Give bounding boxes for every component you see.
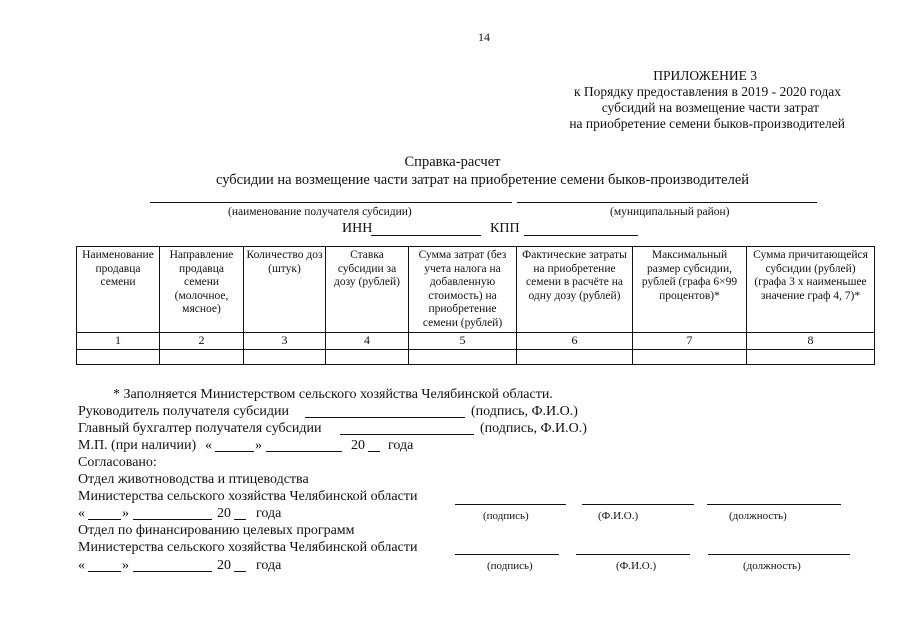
- accountant-signature-label: Главный бухгалтер получателя субсидии: [78, 421, 322, 436]
- table-empty-row: [77, 350, 875, 365]
- dept2-name: Отдел по финансированию целевых программ: [78, 523, 355, 538]
- table-header-cell: Фактические затраты на приобретение семени в расчёте на одну дозу (рублей): [517, 247, 633, 333]
- head-signature-label: Руководитель получателя субсидии: [78, 404, 290, 419]
- stamp-quote-close: »: [255, 438, 262, 453]
- appendix-line: субсидий на возмещение части затрат: [601, 100, 819, 115]
- recipient-name-caption: (наименование получателя субсидии): [228, 206, 412, 218]
- table-number-cell: 5: [409, 333, 517, 350]
- table-number-row: [77, 333, 875, 350]
- dept2-fio-line[interactable]: [576, 554, 690, 555]
- dept1-day-line[interactable]: [88, 519, 121, 520]
- dept1-position-caption: (должность): [729, 510, 787, 522]
- calculation-table: [76, 246, 875, 365]
- table-number-cell: 1: [77, 333, 160, 350]
- footnote: * Заполняется Министерством сельского хозяйства Челябинской области.: [113, 387, 553, 402]
- appendix-title: ПРИЛОЖЕНИЕ 3: [653, 68, 757, 83]
- table-cell[interactable]: [747, 350, 875, 365]
- dept2-year-line[interactable]: [234, 571, 246, 572]
- dept2-year-suffix: года: [256, 558, 282, 573]
- dept1-date-open: «: [78, 506, 85, 521]
- table-header-cell: Наименование продавца семени: [77, 247, 160, 333]
- dept1-month-line[interactable]: [133, 519, 212, 520]
- table-number-cell: 8: [747, 333, 875, 350]
- dept2-position-line[interactable]: [708, 554, 850, 555]
- dept2-day-line[interactable]: [88, 571, 121, 572]
- dept1-fio-caption: (Ф.И.О.): [598, 510, 639, 522]
- kpp-line: [524, 235, 638, 236]
- district-line: [517, 202, 817, 203]
- table-cell[interactable]: [160, 350, 244, 365]
- agreed-label: Согласовано:: [78, 455, 157, 470]
- table-number-cell: 7: [633, 333, 747, 350]
- table-cell[interactable]: [517, 350, 633, 365]
- table-cell[interactable]: [326, 350, 409, 365]
- dept2-date-close: »: [122, 558, 129, 573]
- stamp-year-line[interactable]: [368, 451, 380, 452]
- dept2-signature-line[interactable]: [455, 554, 559, 555]
- dept2-year-prefix: 20: [217, 558, 231, 573]
- table-cell[interactable]: [633, 350, 747, 365]
- inn-line: [371, 235, 481, 236]
- dept1-date-close: »: [122, 506, 129, 521]
- recipient-name-line: [150, 202, 512, 203]
- appendix-header: [505, 68, 845, 132]
- table-number-cell: 4: [326, 333, 409, 350]
- stamp-year-prefix: 20: [351, 438, 365, 453]
- dept2-fio-caption: (Ф.И.О.): [616, 560, 657, 572]
- stamp-label: М.П. (при наличии): [78, 438, 197, 453]
- stamp-month-line[interactable]: [266, 451, 342, 452]
- dept1-signature-line[interactable]: [455, 504, 566, 505]
- table-number-cell: 2: [160, 333, 244, 350]
- dept1-year-line[interactable]: [234, 519, 246, 520]
- appendix-line: к Порядку предоставления в 2019 - 2020 годах: [573, 84, 841, 99]
- doc-subtitle: субсидии на возмещение части затрат на приобретение семени быков-производителей: [215, 172, 750, 188]
- stamp-quote-open: «: [205, 438, 212, 453]
- table-cell[interactable]: [244, 350, 326, 365]
- table-header-cell: Сумма затрат (без учета налога на добавленную стоимость) на приобретение семени (рублей): [409, 247, 517, 333]
- inn-label: ИНН: [342, 221, 373, 236]
- dept1-fio-line[interactable]: [582, 504, 694, 505]
- dept2-month-line[interactable]: [133, 571, 212, 572]
- doc-title: Справка-расчет: [404, 154, 501, 170]
- accountant-signature-line[interactable]: [340, 434, 474, 435]
- table-number-cell: 6: [517, 333, 633, 350]
- table-header-cell: Сумма причитающейся субсидии (рублей) (графа 3 х наименьшее значение граф 4, 7)*: [747, 247, 875, 333]
- dept1-ministry: Министерства сельского хозяйства Челябинской области: [78, 489, 418, 504]
- table-header-cell: Максимальный размер субсидии, рублей (графа 6×99 процентов)*: [633, 247, 747, 333]
- appendix-line: на приобретение семени быков-производителей: [569, 116, 845, 131]
- district-caption: (муниципальный район): [610, 206, 730, 218]
- stamp-year-suffix: года: [388, 438, 414, 453]
- dept1-year-prefix: 20: [217, 506, 231, 521]
- table-number-cell: 3: [244, 333, 326, 350]
- table-cell[interactable]: [77, 350, 160, 365]
- kpp-label: КПП: [490, 221, 520, 236]
- dept2-date-open: «: [78, 558, 85, 573]
- dept2-ministry: Министерства сельского хозяйства Челябинской области: [78, 540, 418, 555]
- dept2-signature-caption: (подпись): [487, 560, 533, 572]
- dept1-signature-caption: (подпись): [483, 510, 529, 522]
- stamp-day-line[interactable]: [215, 451, 254, 452]
- page-number: 14: [478, 30, 490, 44]
- table-header-cell: Направление продавца семени (молочное, мясное): [160, 247, 244, 333]
- head-signature-hint: (подпись, Ф.И.О.): [471, 404, 578, 419]
- dept1-name: Отдел животноводства и птицеводства: [78, 472, 309, 487]
- accountant-signature-hint: (подпись, Ф.И.О.): [480, 421, 587, 436]
- dept2-position-caption: (должность): [743, 560, 801, 572]
- table-header-cell: Ставка субсидии за дозу (рублей): [326, 247, 409, 333]
- table-header-row: [77, 247, 875, 333]
- dept1-year-suffix: года: [256, 506, 282, 521]
- table-header-cell: Количество доз (штук): [244, 247, 326, 333]
- dept1-position-line[interactable]: [707, 504, 841, 505]
- head-signature-line[interactable]: [305, 417, 465, 418]
- table-cell[interactable]: [409, 350, 517, 365]
